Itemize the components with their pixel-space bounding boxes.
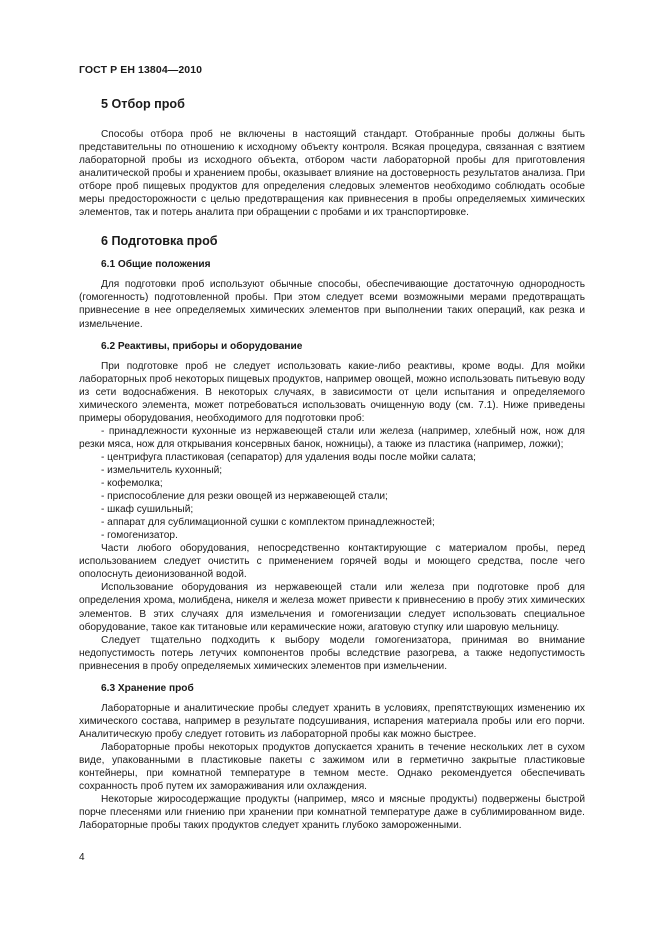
section-6-title: 6 Подготовка проб [101, 234, 218, 249]
section-5-paragraph: Способы отбора проб не включены в настоящий стандарт. Отобранные пробы должны быть представительны по отношению к исходному объекту контроля. Всякая процедура, связанная с взятием лабораторной пробы из исходного объекта, отбором части лабораторной пробы для приготовления аналитической пробы и хранением пробы, оказывает влияние на достоверность результатов анализа. При отборе проб пищевых продуктов для определения следовых элементов необходимо соблюдать особые меры предосторожности с целью предотвращения как привнесения в пробы определяемых химических элементов, так и потерь аналита при обращении с пробами и их транспортировке. [79, 129, 585, 219]
section-5-title: 5 Отбор проб [101, 97, 185, 111]
section-6-3-paragraph-1: Лабораторные и аналитические пробы следует хранить в условиях, препятствующих изменению их химического состава, например в результате подсушивания, испарения материала пробы или его порчи. Аналитическую пробу следует готовить из лабораторной пробы как можно быстрее. [79, 702, 585, 740]
section-6-3-paragraph-2: Лабораторные пробы некоторых продуктов допускается хранить в течение нескольких лет в сухом виде, упакованными в пластиковые пакеты с зажимом или в герметично закрытые пластиковые контейнеры, при комнатной температуре в темном месте. Однако рекомендуется обеспечивать сохранность проб путем их замораживания или охлаждения. [79, 741, 585, 793]
list-item: - шкаф сушильный; [101, 504, 194, 516]
list-item: - кофемолка; [101, 478, 163, 490]
section-6-3-paragraph-3: Некоторые жиросодержащие продукты (например, мясо и мясные продукты) подвержены быстрой порче плесенями или гниению при хранении при комнатной температуре даже в сублимированном виде. Лабораторные пробы таких продуктов следует хранить глубоко замороженными. [79, 794, 585, 832]
page-number: 4 [79, 852, 85, 863]
list-item: - аппарат для сублимационной сушки с комплектом принадлежностей; [101, 517, 435, 529]
section-6-3-title: 6.3 Хранение проб [101, 682, 194, 694]
list-item: - гомогенизатор. [101, 530, 178, 542]
section-6-1-title: 6.1 Общие положения [101, 259, 211, 271]
list-item: - приспособление для резки овощей из нержавеющей стали; [101, 491, 388, 503]
list-item: - принадлежности кухонные из нержавеющей стали или железа (например, хлебный нож, нож для резки мяса, нож для открывания консервных банок, ножницы), а также из пластика (например, ложки); [79, 425, 585, 450]
section-6-2-title: 6.2 Реактивы, приборы и оборудование [101, 340, 303, 352]
section-6-2-paragraph-3: Использование оборудования из нержавеющей стали или железа при подготовке проб для определения хрома, молибдена, никеля и железа может привести к привнесению в пробу этих химических элементов. В этих случаях для измельчения и гомогенизации следует использовать специальное оборудование, такое как титановые или керамические ножи, агатовую ступку или шаровую мельницу. [79, 582, 585, 633]
list-item: - измельчитель кухонный; [101, 464, 223, 476]
list-item: - центрифуга пластиковая (сепаратор) для удаления воды после мойки салата; [101, 451, 476, 463]
section-6-2-paragraph-4: Следует тщательно подходить к выбору модели гомогенизатора, принимая во внимание недопустимость потерь летучих компонентов пробы вследствие разогрева, а также недопустимость привнесения в пробу определяемых химических элементов при измельчении. [79, 634, 585, 672]
section-6-2-paragraph-2: Части любого оборудования, непосредственно контактирующие с материалом пробы, перед использованием следует очистить с применением горячей воды и моющего средства, после чего ополоснуть деионизованной водой. [79, 543, 585, 581]
equipment-list [79, 425, 585, 542]
section-6-2-paragraph-1: При подготовке проб не следует использовать какие-либо реактивы, кроме воды. Для мойки лабораторных проб некоторых пищевых продуктов, например овощей, можно использовать питьевую воду из сети водоснабжения. В некоторых случаях, в зависимости от цели испытания и определяемого химического элемента, может потребоваться использовать очищенную воду (см. 7.1). Ниже приведены примеры оборудования, необходимого для подготовки проб: [79, 360, 585, 424]
document-body [79, 97, 585, 832]
standard-header: ГОСТ Р ЕН 13804—2010 [79, 64, 203, 76]
section-6-1-paragraph: Для подготовки проб используют обычные способы, обеспечивающие достаточную однородность (гомогенность) подготовленной пробы. При этом следует всеми возможными мерами предотвращать привнесение в нее определяемых химических элементов при выполнении таких операций, как резка и измельчение. [79, 279, 585, 330]
